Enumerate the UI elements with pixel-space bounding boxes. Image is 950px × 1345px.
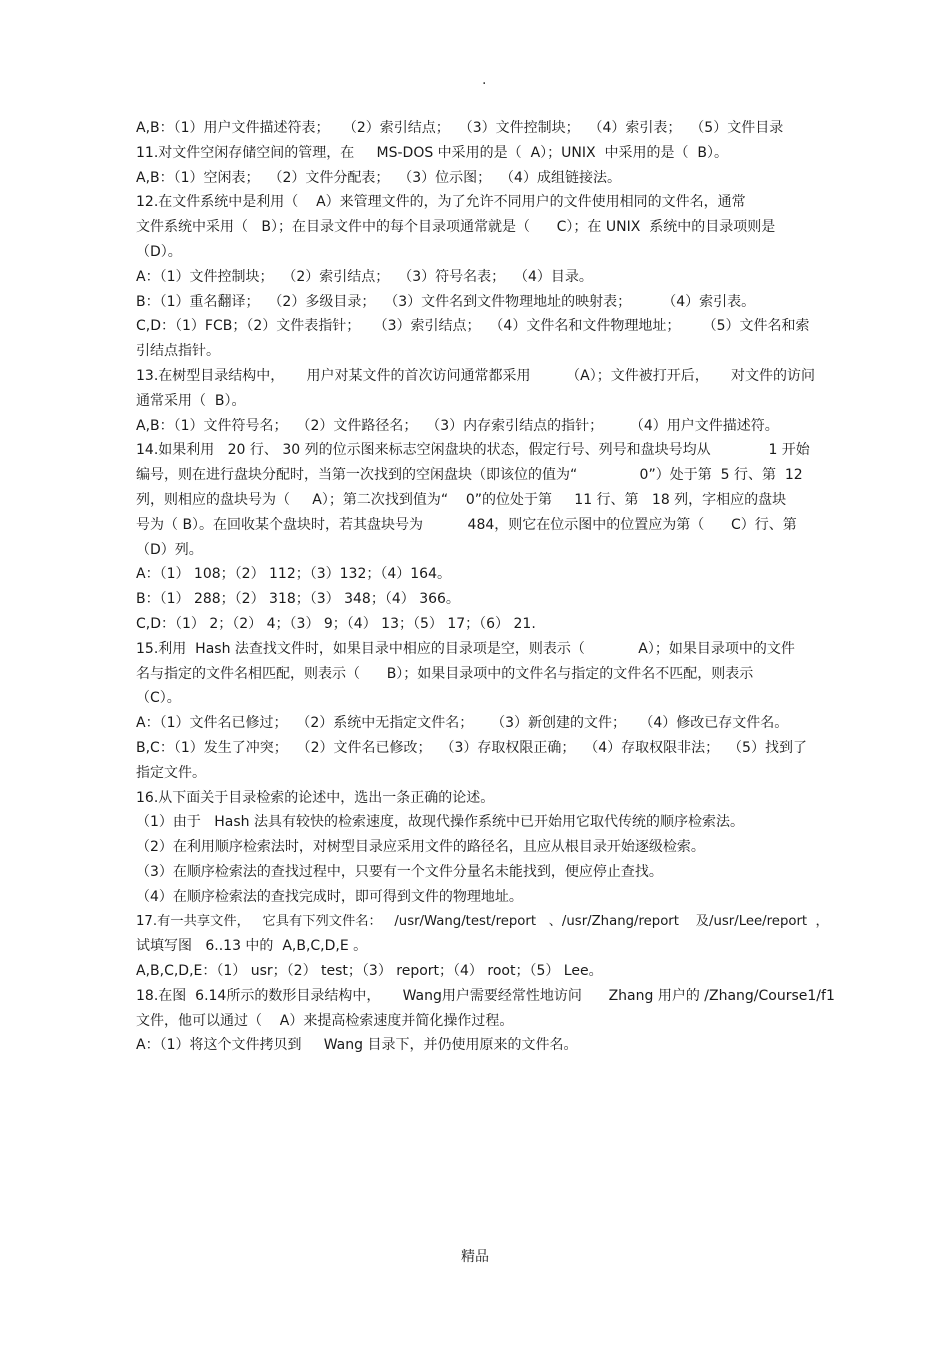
text-line: 13.在树型目录结构中， 用户对某文件的首次访问通常都采用 （A）；文件被打开后， 对文件的访问 bbox=[136, 367, 815, 384]
text-line: C,D：（1）FCB；（2）文件表指针； （3）索引结点； （4）文件名和文件物理地址； （5）文件名和索 bbox=[136, 318, 810, 335]
text-line: 列，则相应的盘块号为（ A）；第二次找到值为“ 0”的位处于第 11 行、第 18 列，字相应的盘块 bbox=[136, 491, 787, 508]
text-line: B,C：（1）发生了冲突； （2）文件名已修改； （3）存取权限正确； （4）存取权限非法； （5）找到了 bbox=[136, 739, 807, 756]
page-header-mark: . bbox=[482, 72, 487, 88]
page-footer: 精品 bbox=[461, 1249, 489, 1265]
text-line: （2）在利用顺序检索法时，对树型目录应采用文件的路径名，且应从根目录开始逐级检索。 bbox=[136, 839, 705, 856]
text-line: C,D：（1） 2；（2） 4；（3） 9；（4） 13；（5） 17；（6） 21. bbox=[136, 615, 536, 632]
text-line: 14.如果利用 20 行、 30 列的位示图来标志空闲盘块的状态，假定行号、列号和盘块号均从 1 开始 bbox=[136, 442, 810, 459]
text-line: 文件，他可以通过（ A）来提高检索速度并简化操作过程。 bbox=[136, 1012, 514, 1029]
text-line: A,B：（1）用户文件描述符表； （2）索引结点； （3）文件控制块； （4）索引表； （5）文件目录 bbox=[136, 120, 784, 136]
text-line: 17.有一共享文件， 它具有下列文件名： /usr/Wang/test/report 、/usr/Zhang/report 及/usr/Lee/report ， bbox=[136, 913, 829, 929]
text-line: 试填写图 6..13 中的 A,B,C,D,E 。 bbox=[136, 938, 368, 955]
text-line: A：（1）文件控制块； （2）索引结点； （3）符号名表； （4）目录。 bbox=[136, 268, 593, 285]
text-line: 15.利用 Hash 法查找文件时，如果目录中相应的目录项是空，则表示（ A）；如果目录项中的文件 bbox=[136, 640, 795, 657]
text-line: 18.在图 6.14所示的数形目录结构中， Wang用户需要经常性地访问 Zhang 用户的 /Zhang/Course1/f1 bbox=[136, 987, 835, 1004]
text-line: A,B,C,D,E：（1） usr；（2） test；（3） report；（4） root；（5） Lee。 bbox=[136, 963, 603, 980]
text-line: 11.对文件空闲存储空间的管理，在 MS-DOS 中采用的是（ A）；UNIX 中采用的是（ B）。 bbox=[136, 144, 728, 161]
text-line: （1）由于 Hash 法具有较快的检索速度，故现代操作系统中已开始用它取代传统的顺序检索法。 bbox=[136, 814, 744, 831]
text-line: A,B：（1）文件符号名； （2）文件路径名； （3）内存索引结点的指针； （4）用户文件描述符。 bbox=[136, 417, 779, 434]
text-line: A：（1）文件名已修过； （2）系统中无指定文件名； （3）新创建的文件； （4）修改已存文件名。 bbox=[136, 715, 789, 732]
text-line: B：（1） 288；（2） 318；（3） 348；（4） 366。 bbox=[136, 591, 460, 608]
text-line: （D）列。 bbox=[136, 541, 203, 558]
text-line: （D）。 bbox=[136, 243, 182, 260]
text-line: A：（1）将这个文件拷贝到 Wang 目录下，并仍使用原来的文件名。 bbox=[136, 1037, 578, 1054]
text-line: 号为（ B）。在回收某个盘块时，若其盘块号为 484，则它在位示图中的位置应为第（ C）行、第 bbox=[136, 516, 797, 533]
text-line: A,B：（1）空闲表； （2）文件分配表； （3）位示图； （4）成组链接法。 bbox=[136, 169, 621, 186]
text-line: 编号，则在进行盘块分配时，当第一次找到的空闲盘块（即该位的值为“ 0”）处于第 5 行、第 12 bbox=[136, 467, 803, 484]
text-line: （C）。 bbox=[136, 690, 181, 707]
text-line: （4）在顺序检索法的查找完成时，即可得到文件的物理地址。 bbox=[136, 888, 523, 905]
text-line: 16.从下面关于目录检索的论述中，选出一条正确的论述。 bbox=[136, 789, 495, 806]
text-line: 名与指定的文件名相匹配，则表示（ B）；如果目录项中的文件名与指定的文件名不匹配，则表示 bbox=[136, 665, 754, 682]
text-line: 指定文件。 bbox=[136, 764, 206, 781]
text-line: A：（1） 108；（2） 112；（3）132；（4）164。 bbox=[136, 566, 451, 583]
text-line: B：（1）重名翻译； （2）多级目录； （3）文件名到文件物理地址的映射表； （4）索引表。 bbox=[136, 293, 756, 310]
text-line: 12.在文件系统中是利用（ A）来管理文件的，为了允许不同用户的文件使用相同的文件名，通常 bbox=[136, 194, 746, 211]
document-body bbox=[136, 116, 836, 1058]
text-line: 通常采用（ B）。 bbox=[136, 392, 246, 409]
text-line: （3）在顺序检索法的查找过程中，只要有一个文件分量名未能找到，便应停止查找。 bbox=[136, 863, 663, 880]
text-line: 文件系统中采用（ B）；在目录文件中的每个目录项通常就是（ C）；在 UNIX 系统中的目录项则是 bbox=[136, 219, 776, 236]
text-line: 引结点指针。 bbox=[136, 343, 220, 360]
